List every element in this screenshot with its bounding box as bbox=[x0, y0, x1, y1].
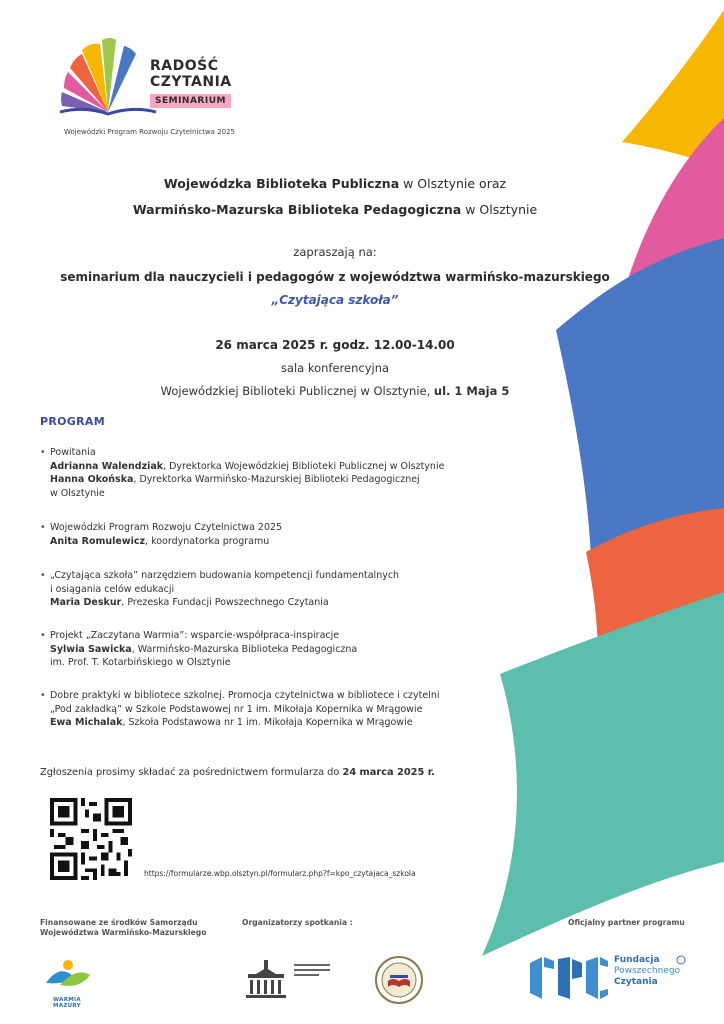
fpc-name bbox=[614, 955, 680, 988]
registration-note bbox=[40, 767, 435, 778]
speaker-role: , koordynatorka programu bbox=[145, 535, 270, 547]
speaker-role-cont: w Olsztynie bbox=[50, 487, 105, 499]
fundacja-powszechnego-czytania-logo bbox=[528, 955, 698, 1005]
program-heading: PROGRAM bbox=[40, 415, 105, 428]
organizer-line-2 bbox=[30, 202, 640, 217]
program-item-title-cont: i osiągania celów edukacji bbox=[50, 583, 175, 595]
funding-line-2: Województwa Warmińsko-Mazurskiego bbox=[40, 928, 207, 937]
warmia-mazury-text: WARMIA MAZURY bbox=[53, 997, 81, 1009]
program-item-4 bbox=[40, 629, 480, 670]
fpc-letters-icon bbox=[528, 955, 610, 1001]
bullet-icon: • bbox=[40, 522, 46, 533]
speaker-role-cont: im. Prof. T. Kotarbińskiego w Olsztynie bbox=[50, 657, 231, 668]
speaker-role: , Dyrektorka Warmińsko-Mazurskiej Biblioteki Pedagogicznej bbox=[133, 474, 420, 485]
program-item-title: Dobre praktyki w bibliotece szkolnej. Promocja czytelnictwa w bibliotece i czytelni bbox=[50, 690, 440, 701]
program-item-1 bbox=[40, 446, 480, 500]
logo-subtitle: Wojewódzki Program Rozwoju Czytelnictwa 2025 bbox=[64, 128, 236, 136]
event-room: sala konferencyjna bbox=[280, 361, 390, 375]
speaker-role: , Warmińsko-Mazurska Biblioteka Pedagogiczna bbox=[131, 643, 358, 655]
speaker-name: Hanna Okońska bbox=[50, 474, 134, 485]
program-item-3 bbox=[40, 569, 480, 610]
program-item-5 bbox=[40, 689, 480, 730]
registration-deadline: 24 marca 2025 r. bbox=[342, 767, 435, 778]
speaker-name: Anita Romulewicz bbox=[50, 535, 146, 547]
qr-code-icon[interactable] bbox=[50, 798, 132, 880]
program-item-title: „Czytająca szkoła” narzędziem budowania kompetencji fundamentalnych bbox=[50, 570, 400, 581]
warmia-mazury-logo bbox=[40, 955, 94, 1009]
wbp-logo-text-lines bbox=[294, 964, 330, 976]
warmia-mazury-emblem-icon bbox=[40, 955, 94, 993]
program-item-title: Projekt „Zaczytana Warmia”: wsparcie-współpraca-inspiracje bbox=[50, 630, 340, 641]
partner-label: Oficjalny partner programu bbox=[568, 918, 685, 927]
registration-text: Zgłoszenia prosimy składać za pośrednictwem formularza do bbox=[40, 767, 343, 778]
bullet-icon: • bbox=[40, 690, 46, 701]
program-item-title-cont: „Pod zakładką” w Szkole Podstawowej nr 1 im. Mikołaja Kopernika w Mrągowie bbox=[50, 703, 423, 715]
fpc-line-2: Powszechnego bbox=[614, 966, 681, 976]
event-place bbox=[30, 384, 640, 398]
seminar-title: seminarium dla nauczycieli i pedagogów z województwa warmińsko-mazurskiego bbox=[60, 270, 610, 284]
registered-mark-icon bbox=[676, 955, 686, 965]
speaker-role: , Dyrektorka Wojewódzkiej Biblioteki Publicznej w Olsztynie bbox=[163, 460, 445, 472]
logo-title-line2: CZYTANIA bbox=[150, 74, 232, 90]
program-item-title: Powitania bbox=[50, 447, 96, 458]
fpc-line-1: Fundacja bbox=[614, 955, 660, 965]
program-item-title: Wojewódzki Program Rozwoju Czytelnictwa 2025 bbox=[50, 522, 283, 533]
organizer-1-name: Wojewódzka Biblioteka Publiczna bbox=[163, 176, 400, 191]
logo-badge: SEMINARIUM bbox=[150, 94, 231, 108]
radosc-czytania-logo bbox=[58, 30, 238, 140]
bullet-icon: • bbox=[40, 570, 46, 581]
bullet-icon: • bbox=[40, 447, 46, 458]
speaker-name: Adrianna Walendziak bbox=[50, 460, 164, 472]
bullet-icon: • bbox=[40, 630, 46, 641]
wbp-library-logo bbox=[242, 958, 290, 1004]
program-item-2 bbox=[40, 521, 480, 548]
wmbp-seal-logo bbox=[374, 955, 424, 1005]
invite-text: zapraszają na: bbox=[293, 245, 377, 259]
organizers-label: Organizatorzy spotkania : bbox=[242, 918, 353, 927]
organizer-2-rest: w Olsztynie bbox=[461, 202, 538, 217]
speaker-name: Sylwia Sawicka bbox=[50, 643, 132, 655]
book-fan-icon bbox=[58, 30, 158, 128]
speaker-name: Ewa Michalak bbox=[50, 717, 123, 728]
speaker-role: , Prezeska Fundacji Powszechnego Czytania bbox=[121, 597, 329, 608]
organizer-2-name: Warmińsko-Mazurska Biblioteka Pedagogiczna bbox=[132, 202, 462, 217]
registration-form-link[interactable]: https://formularze.wbp.olsztyn.pl/formularz.php?f=kpo_czytajaca_szkola bbox=[144, 869, 416, 878]
speaker-name: Maria Deskur bbox=[50, 597, 122, 608]
organizer-1-rest: w Olsztynie oraz bbox=[399, 176, 507, 191]
event-date: 26 marca 2025 r. godz. 12.00-14.00 bbox=[215, 338, 455, 352]
event-place-rest: Wojewódzkiej Biblioteki Publicznej w Olsztynie, bbox=[160, 384, 434, 398]
funding-line-1: Finansowane ze środków Samorządu bbox=[40, 918, 198, 927]
funding-label bbox=[40, 918, 206, 938]
seminar-quote-title: „Czytająca szkoła” bbox=[271, 293, 399, 307]
speaker-role: , Szkoła Podstawowa nr 1 im. Mikołaja Kopernika w Mrągowie bbox=[122, 717, 413, 728]
petal-teal bbox=[482, 592, 724, 956]
event-place-address: ul. 1 Maja 5 bbox=[433, 384, 510, 398]
fpc-line-3: Czytania bbox=[614, 977, 658, 987]
logo-title-line1: RADOŚĆ bbox=[150, 58, 219, 74]
organizer-line-1 bbox=[30, 176, 640, 191]
